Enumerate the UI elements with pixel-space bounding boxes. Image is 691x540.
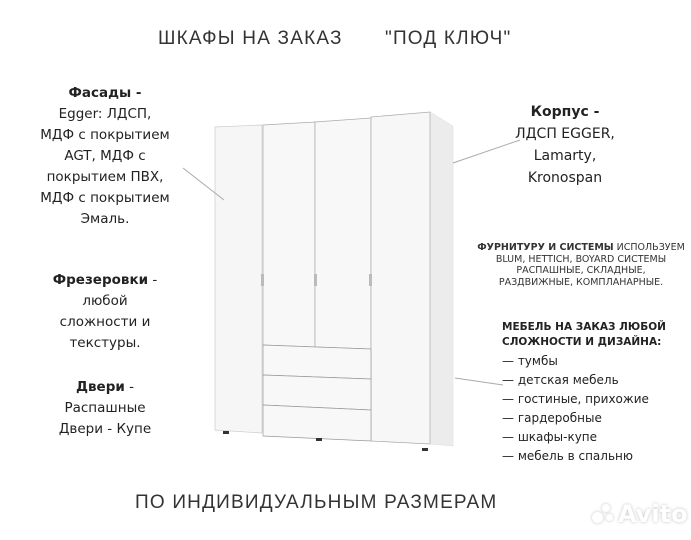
foot: [316, 438, 322, 441]
facades-block: [20, 83, 190, 230]
facades-line: МДФ с покрытием: [40, 190, 170, 206]
facades-line: покрытием ПВХ,: [46, 169, 164, 185]
doors-block: [20, 377, 190, 440]
milling-line: любой: [82, 293, 128, 309]
wardrobe: [215, 112, 453, 451]
list-item: — детская мебель: [502, 373, 619, 387]
doors-heading: Двери: [75, 379, 125, 395]
custom-heading: СЛОЖНОСТИ И ДИЗАЙНА:: [502, 336, 662, 348]
custom-heading: МЕБЕЛЬ НА ЗАКАЗ ЛЮБОЙ: [502, 321, 666, 333]
doors-suffix: -: [124, 379, 135, 395]
avito-watermark: [618, 500, 688, 528]
body-heading: Корпус -: [530, 104, 600, 120]
body-block: [490, 101, 640, 189]
facades-line: Egger: ЛДСП,: [58, 106, 152, 122]
body-line: ЛДСП EGGER,: [515, 126, 615, 142]
list-item: — шкафы-купе: [502, 430, 598, 444]
door-2: [263, 122, 315, 347]
list-item: — гардеробные: [502, 411, 602, 425]
title-left: ШКАФЫ НА ЗАКАЗ: [158, 28, 343, 49]
drawer-2: [263, 375, 371, 410]
door-3: [315, 118, 371, 349]
drawer-3: [263, 405, 371, 441]
facades-line: Эмаль.: [80, 211, 130, 227]
milling-line: текстуры.: [69, 335, 141, 351]
wardrobe-side-panel: [430, 112, 453, 446]
handle: [261, 274, 264, 286]
door-4: [371, 112, 430, 444]
milling-line: сложности и: [59, 314, 151, 330]
list-item: — мебель в спальню: [502, 449, 633, 463]
facades-heading: Фасады -: [68, 85, 142, 101]
milling-suffix: -: [148, 272, 158, 288]
milling-block: [20, 270, 190, 354]
body-line: Lamarty,: [533, 148, 597, 164]
custom-furniture-block: [502, 320, 687, 466]
facades-line: AGT, МДФ с: [64, 148, 146, 164]
handle: [314, 274, 317, 286]
milling-heading: Фрезеровки: [52, 272, 149, 288]
hardware-line: РАСПАШНЫЕ, СКЛАДНЫЕ,: [516, 265, 646, 276]
foot: [223, 431, 229, 434]
hardware-heading: ФУРНИТУРУ И СИСТЕМЫ: [477, 242, 614, 253]
avito-text: Avito: [618, 500, 688, 528]
list-item: — гостиные, прихожие: [502, 392, 649, 406]
body-line: Kronospan: [527, 170, 603, 186]
title-right: "ПОД КЛЮЧ": [385, 28, 512, 49]
doors-line: Двери - Купе: [58, 421, 152, 437]
foot: [422, 448, 428, 451]
door-1: [215, 125, 262, 433]
hardware-line: РАЗДВИЖНЫЕ, КОМПЛАНАРНЫЕ.: [498, 276, 664, 288]
facades-line: МДФ с покрытием: [40, 127, 170, 143]
pointer-line-custom: [455, 378, 503, 385]
drawer-1: [263, 345, 371, 379]
handle: [369, 274, 372, 286]
doors-line: Распашные: [64, 400, 146, 416]
list-item: — тумбы: [502, 354, 558, 368]
hardware-rest: ИСПОЛЬЗУЕМ: [613, 242, 685, 253]
footer-title: ПО ИНДИВИДУАЛЬНЫМ РАЗМЕРАМ: [135, 492, 498, 513]
hardware-line: BLUM, HETTICH, BOYARD СИСТЕМЫ: [495, 253, 667, 265]
avito-logo-icon: [592, 504, 614, 524]
hardware-block: [472, 242, 690, 288]
